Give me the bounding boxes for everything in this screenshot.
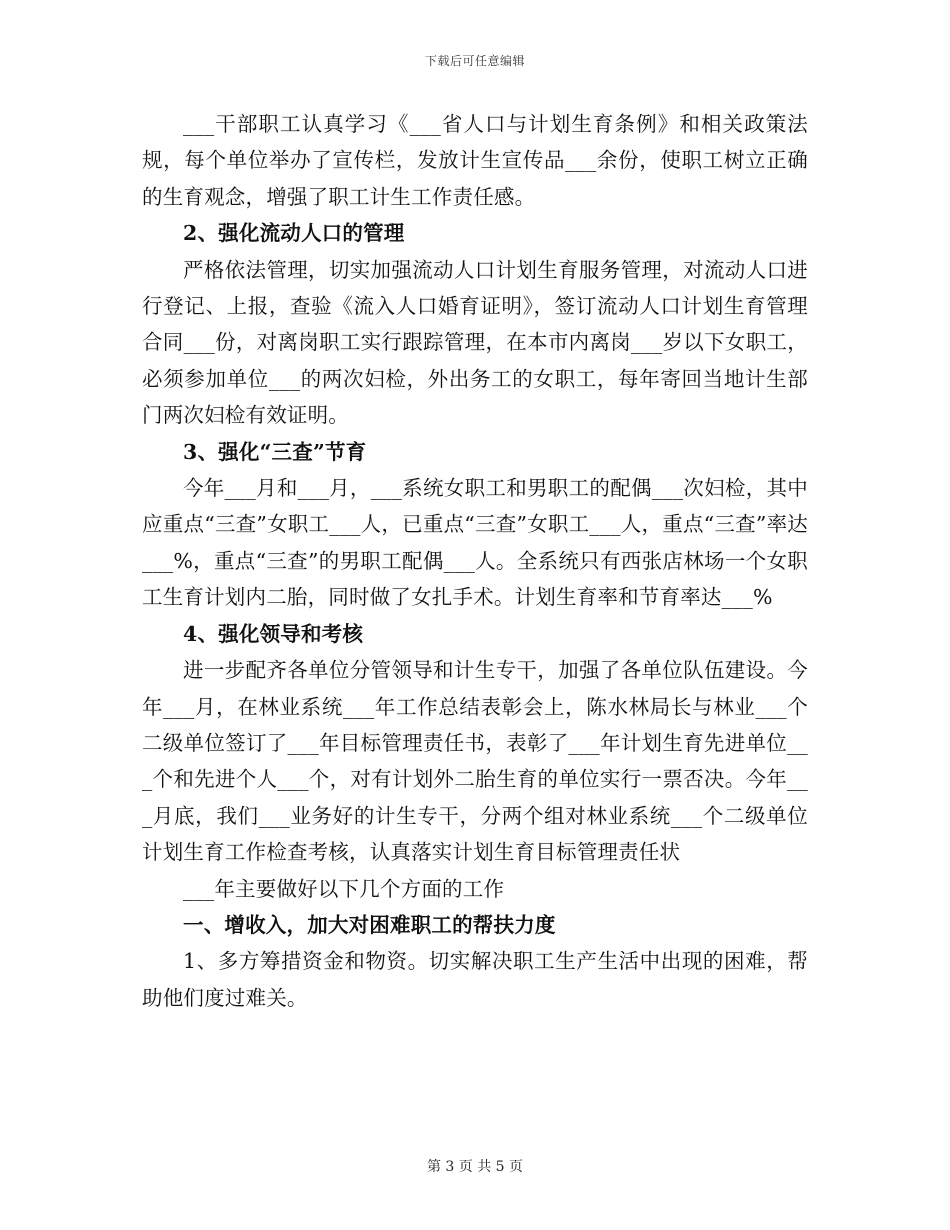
section-heading: 3、强化“三查”节育 bbox=[183, 439, 367, 464]
paragraph: 今年___月和___月，___系统女职工和男职工的配偶___次妇检，其中应重点“三查”女职工___人，已重点“三查”女职工___人，重点“三查”率达___%，重点“三查”的男职工配偶___人。全系统只有西张店林场一个女职工生育计划内二胎，同时做了女扎手术。计划生育率和节育率达___% bbox=[142, 476, 808, 610]
page-header: 下载后可任意编辑 bbox=[424, 54, 525, 68]
paragraph: ___年主要做好以下几个方面的工作 bbox=[183, 876, 505, 901]
paragraph: 严格依法管理，切实加强流动人口计划生育服务管理，对流动人口进行登记、上报，查验《流入人口婚育证明》，签订流动人口计划生育管理合同___份，对离岗职工实行跟踪管理，在本市内离岗___岁以下女职工，必须参加单位___的两次妇检，外出务工的女职工，每年寄回当地计生部门两次妇检有效证明。 bbox=[142, 257, 808, 428]
section-heading: 2、强化流动人口的管理 bbox=[183, 221, 405, 246]
section-heading: 4、强化领导和考核 bbox=[183, 621, 364, 646]
section-heading: 一、增收入，加大对困难职工的帮扶力度 bbox=[183, 912, 556, 937]
page-footer: 第 3 页 共 5 页 bbox=[426, 1159, 524, 1175]
document-body bbox=[142, 106, 808, 1016]
paragraph: 进一步配齐各单位分管领导和计生专干，加强了各单位队伍建设。今年___月，在林业系统___年工作总结表彰会上，陈水林局长与林业___个二级单位签订了___年目标管理责任书，表彰了___年计划生育先进单位___个和先进个人___个，对有计划外二胎生育的单位实行一票否决。今年___月底，我们___业务好的计生专干，分两个组对林业系统___个二级单位计划生育工作检查考核，认真落实计划生育目标管理责任状 bbox=[142, 658, 808, 865]
paragraph: 1、多方筹措资金和物资。切实解决职工生产生活中出现的困难，帮助他们度过难关。 bbox=[142, 949, 808, 1010]
paragraph: ___干部职工认真学习《___省人口与计划生育条例》和相关政策法规，每个单位举办了宣传栏，发放计生宣传品___余份，使职工树立正确的生育观念，增强了职工计生工作责任感。 bbox=[142, 112, 808, 209]
